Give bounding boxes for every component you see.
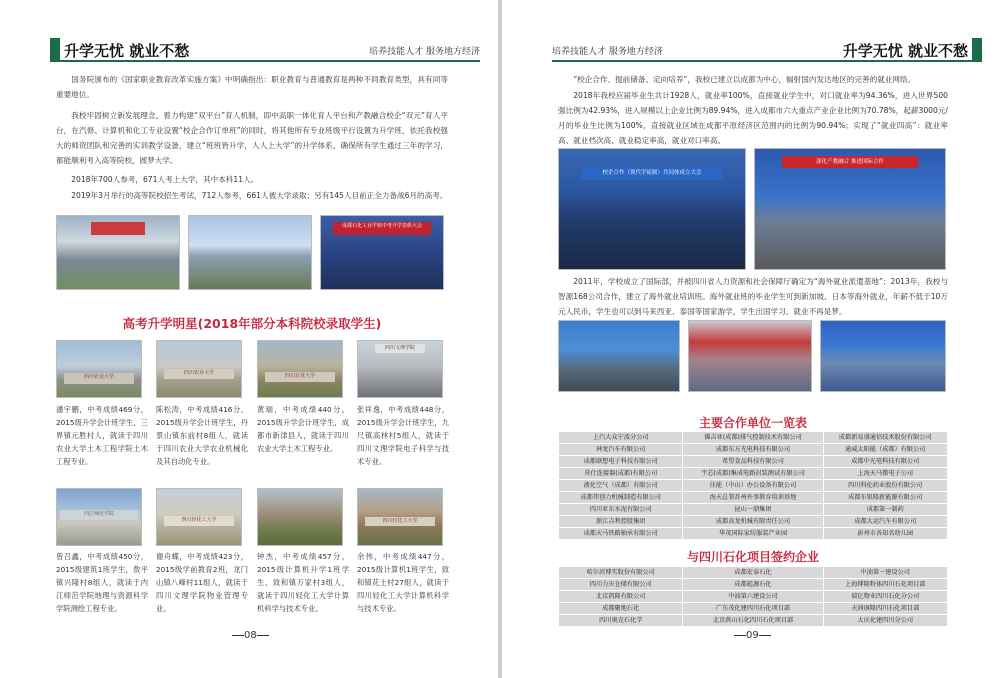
right-paragraph-1: “校企合作、提前储备、定向培养”，我校已建立以成都为中心，辐射国内发达地区的完善的就业网络。: [573, 75, 916, 84]
company-cell: 成都中光电科技有限公司: [823, 456, 948, 468]
company-cell: 成都高龙机械有限责任公司: [683, 516, 823, 528]
left-paragraph-3: 2018年700人参考，671人考上大学，其中本科11人。: [71, 175, 259, 184]
company-cell: 成都东方光电科技有限公司: [683, 444, 823, 456]
partner-row: [559, 504, 948, 516]
company-cell: 上海博隆粉体四川石化项目部: [823, 579, 948, 591]
partners-title: 主要合作单位一览表: [698, 416, 807, 430]
student-photo-1: [56, 340, 142, 398]
photo-overseas-class-3: [820, 320, 946, 392]
photo-overseas-class-1: [558, 320, 680, 392]
right-page-number-value: 09: [746, 630, 759, 641]
student-photo-5: [56, 488, 142, 546]
partner-row: [559, 456, 948, 468]
student-photo-sign: 四川农业大学: [265, 372, 336, 382]
header-rule: [50, 60, 480, 62]
student-photo-sign: 四川轻化工大学: [164, 516, 235, 526]
company-cell: 佳能（中山）办公设备有限公司: [683, 480, 823, 492]
photo-international-cooperation: [754, 148, 946, 270]
company-cell: 宇芯(成都)集成电路封装测试有限公司: [683, 468, 823, 480]
signed-row: [559, 615, 948, 627]
left-page: [0, 0, 498, 678]
company-cell: 成都新易盛通信技术股份有限公司: [823, 432, 948, 444]
company-cell: 瑞亿物业四川石化分公司: [823, 591, 948, 603]
header-rule: [552, 60, 982, 62]
left-paragraph-1: 国务院颁布的《国家职业教育改革实施方案》中明确指出：职业教育与普通教育是两种不同教育类型，具有同等重要地位。: [56, 75, 448, 99]
partner-row: [559, 480, 948, 492]
cooperation-banner-text: 深化产教融合 推进国际合作: [782, 156, 919, 168]
company-cell: 四川亚东水泥有限公司: [559, 504, 683, 516]
company-cell: 成都联想电子科技有限公司: [559, 456, 683, 468]
student-photo-sign: 四川农业大学: [64, 373, 135, 383]
company-cell: 大庆化建四川分公司: [823, 615, 948, 627]
company-cell: 中油第六建设公司: [683, 591, 823, 603]
company-cell: 成都宏泰石化: [683, 567, 823, 579]
company-cell: 华茂国际家纺服装产业园: [683, 528, 823, 540]
student-photo-sign: 四川文理学院: [375, 344, 425, 353]
student-caption-4: 张祥逸，中考成绩448分，2015级升学会计班学生，九尺镇高林村5组人，就读于四川文理学院电子科学与技术专业。: [357, 405, 449, 466]
photo-banner: [91, 222, 145, 235]
company-cell: 莫仕连接器(成都)有限公司: [559, 468, 683, 480]
photo-group-outdoor: [188, 215, 312, 290]
signed-row: [559, 591, 948, 603]
conference-banner-text: 校企合作（现代学徒制）共同体成立大会: [581, 166, 722, 180]
partner-row: [559, 468, 948, 480]
company-cell: 成都大运汽车有限公司: [823, 516, 948, 528]
star-students-title: 高考升学明星(2018年部分本科院校录取学生): [122, 316, 382, 331]
company-cell: 液化空气（成都）有限公司: [559, 480, 683, 492]
signed-companies-title: 与四川石化项目签约企业: [686, 550, 819, 564]
company-cell: 上汽大众宁波分公司: [559, 432, 683, 444]
company-cell: 四川奥克石化学: [559, 615, 683, 627]
student-caption-2: 陈松涛，中考成绩416分，2015级升学会计班学生，丹景山镇东前村8组人，就读于四川农业大学农业机械化及其自动化专业。: [156, 405, 248, 466]
photo-overseas-class-2: [688, 320, 812, 392]
student-photo-3: [257, 340, 343, 398]
signed-row: [559, 567, 948, 579]
right-header-title: 升学无忧 就业不愁: [842, 42, 968, 60]
company-cell: 四川科伦药业股份有限公司: [823, 480, 948, 492]
company-cell: 通威太阳能（成都）有限公司: [823, 444, 948, 456]
left-paragraph-2: 我校牢固树立新发展理念，着力构建“双平台”育人机制，即中高职一体化育人平台和产教融合校企“双元”育人平台，在汽修、计算机和化工专业设置“校企合作订单班”的同时，将其他所有专业班级平行设置为升学班，依托我校强大的师资团队和完善的实训教学设备，建立“班班皆升学，人人上大学”的升学体系，确保所有学生通过三年的学习，都能顺利考入高等院校，圆梦大学。: [56, 111, 448, 165]
company-cell: 海天总署苏州外事教育培训基地: [683, 492, 823, 504]
company-cell: 成都东银隆新能源有限公司: [823, 492, 948, 504]
company-cell: 浙江吉利控股集团: [559, 516, 683, 528]
student-photo-8: [357, 488, 443, 546]
company-cell: 彭州市各知名幼儿园: [823, 528, 948, 540]
student-photo-2: [156, 340, 242, 398]
partners-table-body: [559, 432, 948, 540]
student-caption-8: 余伟，中考成绩447分，2015级计算机1班学生，致和镇花土村27组人，就读于四川轻化工大学计算机科学与技术专业。: [357, 552, 449, 613]
company-cell: 上海天马微电子公司: [823, 468, 948, 480]
partner-row: [559, 528, 948, 540]
student-photo-sign: 四川轻化工大学: [365, 517, 436, 526]
photo-school-enterprise-conference: [558, 148, 746, 270]
left-header-title: 升学无忧 就业不愁: [64, 42, 190, 60]
company-cell: 成都聚地石化: [559, 603, 683, 615]
photo-award-ceremony: [56, 215, 180, 290]
student-caption-5: 曾召鑫，中考成绩450分，2015级建筑1班学生，敖平镇兴隆村8组人，就读于内江师范学院地理与资源科学学院测绘工程专业。: [56, 552, 148, 613]
right-paragraph-2: 2018年我校应届毕业生共计1928人，就业率100%，直接就业学生中，对口就业率为94.36%，进入世界500强比例为42.93%，进入规模以上企业比例为89.94%，进入成都市六大重点产业企业比例为70.78%，起薪3000元/月的毕业生比例为100%，直接就业区域在成都平原经济区范围内的比例为90.94%；实现了“就业四高”：就业率高、就业档次高、就业稳定率高，就业对口率高。: [558, 91, 948, 145]
company-cell: 四川力庆仓储有限公司: [559, 579, 683, 591]
right-page-number: [734, 630, 771, 641]
left-header-subtitle: 培养技能人才 服务地方经济: [369, 47, 480, 57]
partners-table: [558, 431, 948, 540]
company-cell: 希望食品科技有限公司: [683, 456, 823, 468]
student-photo-sign: 四川农业大学: [164, 369, 235, 379]
signed-row: [559, 603, 948, 615]
student-caption-7: 钟杰，中考成绩457分，2015级计算机升学1班学生，致和镇万家村3组人，就读于四川轻化工大学计算机科学与技术专业。: [257, 552, 349, 613]
company-cell: 广东茂化建四川石化项目部: [683, 603, 823, 615]
company-cell: 成都伟创力机械制造有限公司: [559, 492, 683, 504]
left-header: [50, 38, 480, 62]
signed-row: [559, 579, 948, 591]
left-page-number-value: 08: [244, 630, 257, 641]
company-cell: 神龙汽车有限公司: [559, 444, 683, 456]
student-photo-6: [156, 488, 242, 546]
company-cell: 哈尔滨博实股份有限公司: [559, 567, 683, 579]
header-accent-block: [972, 38, 982, 60]
left-page-number: [232, 630, 269, 641]
student-photo-4: [357, 340, 443, 398]
student-caption-1: 潘宇鹏，中考成绩469分，2015级升学会计班学生，三界镇元胜村人，就读于四川农业大学土木工程学院土木工程专业。: [56, 405, 148, 466]
company-cell: 昆山一鼎集团: [683, 504, 823, 516]
student-caption-6: 谢舟蝶，中考成绩423分，2015级学前教育2班，龙门山镇八峰村11组人，就读于四川文理学院物业管理专业。: [156, 552, 248, 613]
partner-row: [559, 492, 948, 504]
partner-row: [559, 432, 948, 444]
right-header: [552, 38, 982, 62]
company-cell: 佛吉亚(成都)排气控制技术有限公司: [683, 432, 823, 444]
student-photo-7: [257, 488, 343, 546]
right-paragraph-3: 2011年，学校成立了国际部，并被四川省人力资源和社会保障厅确定为“海外就业派遣基地”；2013年，我校与智源168公司合作，建立了海外就业培训班。海外就业班的毕业学生可到新加坡、日本等海外就业，年薪不低于10万元人民币，学生也可以到马来西亚、泰国等国家游学，学生出国学习、就业不再是梦。: [558, 277, 948, 316]
right-header-subtitle: 培养技能人才 服务地方经济: [552, 47, 663, 57]
student-caption-3: 黄瑞，中考成绩440分，2015级升学会计班学生，成都市新津县人，就读于四川农业大学土木工程专业。: [257, 405, 349, 453]
partner-row: [559, 444, 948, 456]
left-paragraph-4: 2019年3月举行的高等院校招生考试，712人参考，661人被大学录取；另有145人目前正全力备战6月的高考。: [71, 191, 448, 200]
right-page: [502, 0, 1000, 678]
company-cell: 成都第一制药: [823, 504, 948, 516]
company-cell: 成都天马铁路轴承有限公司: [559, 528, 683, 540]
student-photo-sign: 内江师范学院: [60, 510, 137, 520]
header-accent-block: [50, 38, 60, 60]
company-cell: 北京燕山石化四川石化项目部: [683, 615, 823, 627]
photo-meeting-hall: [320, 215, 444, 290]
company-cell: 中油第一建设公司: [823, 567, 948, 579]
company-cell: 天润康隆四川石化项目部: [823, 603, 948, 615]
signed-companies-table-body: [559, 567, 948, 627]
signed-companies-table: [558, 566, 948, 627]
photo-banner-text: 成都石化工业学校中考升学表彰大会: [333, 222, 431, 235]
company-cell: 北京凯隆有限公司: [559, 591, 683, 603]
partner-row: [559, 516, 948, 528]
company-cell: 成都彪源石化: [683, 579, 823, 591]
